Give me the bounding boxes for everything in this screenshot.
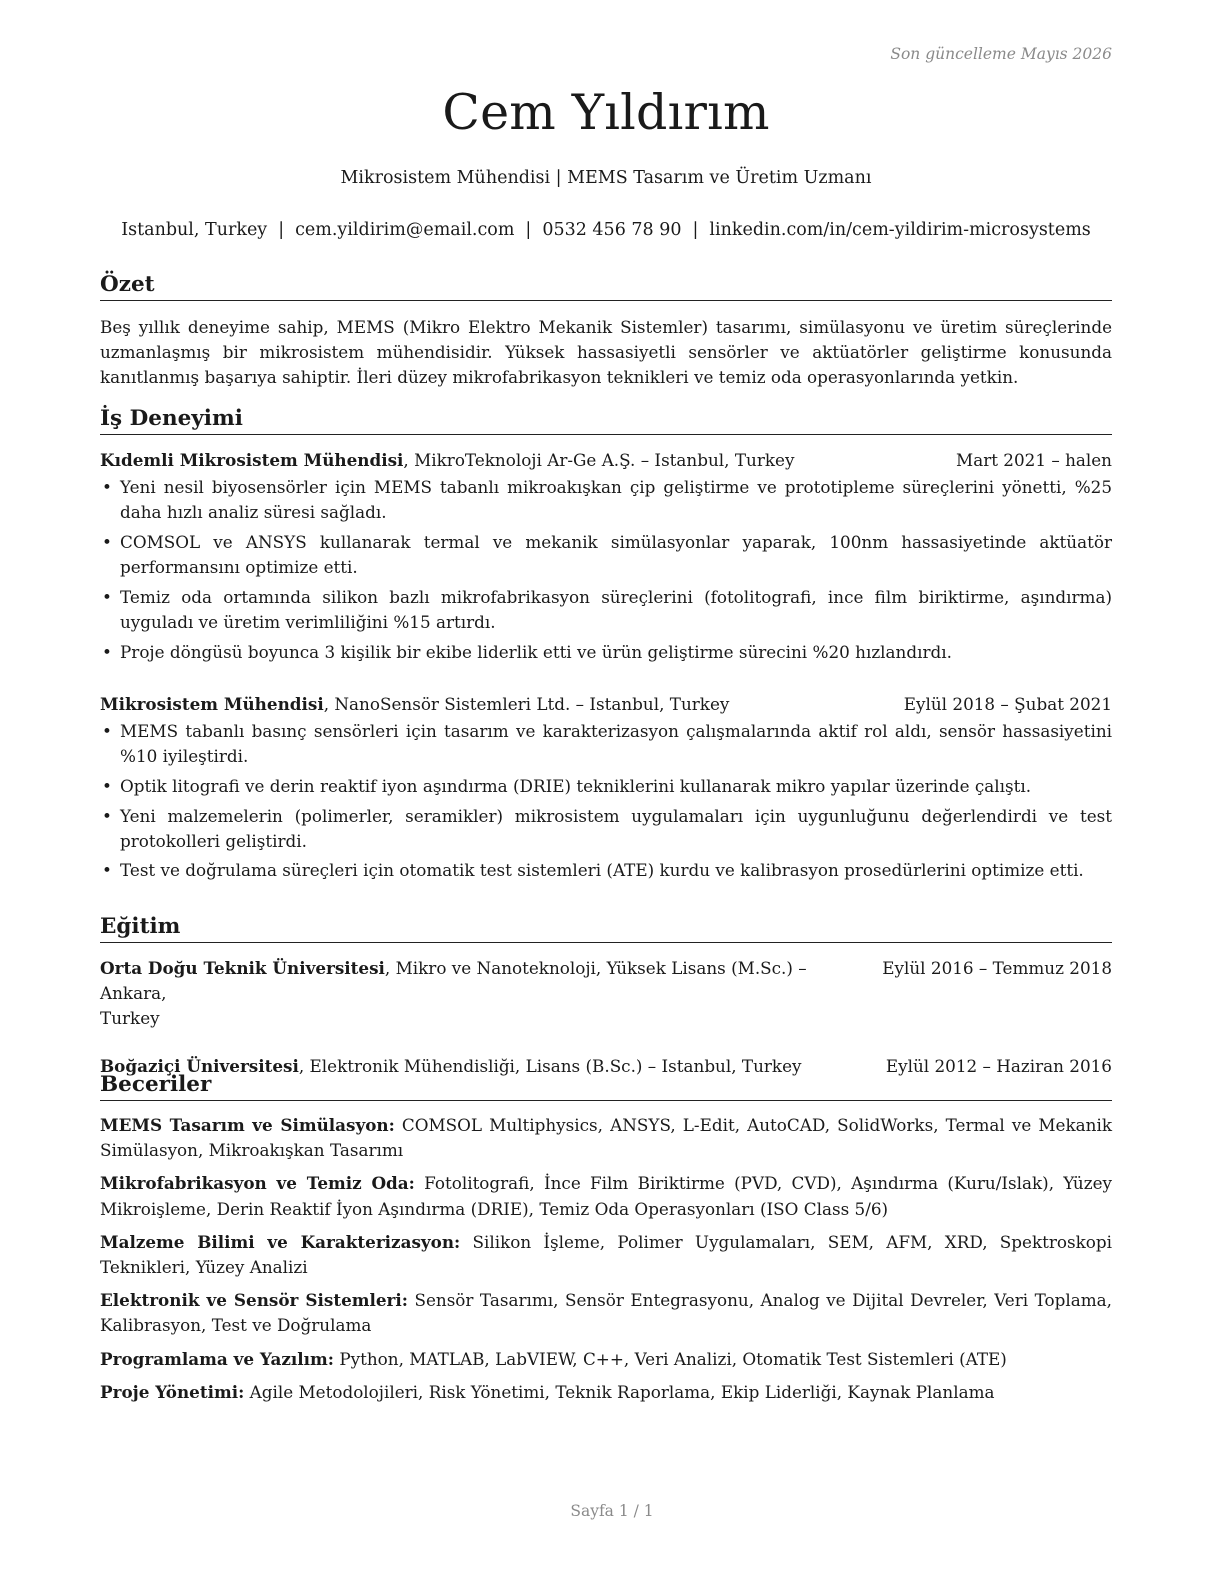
skill-value: Silikon İşleme, Polimer Uygulamaları, SEM, AFM, XRD, Spektroskopi Teknikleri, Yüzey Analizi — [100, 1231, 1112, 1278]
job-role: Mikrosistem Mühendisi — [100, 693, 324, 714]
skill-row — [100, 1347, 1112, 1372]
phone: 0532 456 78 90 — [542, 220, 682, 240]
education-date: Eylül 2016 – Temmuz 2018 — [882, 958, 1112, 978]
school-name: Boğaziçi Üniversitesi — [100, 1055, 299, 1076]
school-name: Orta Doğu Teknik Üniversitesi — [100, 958, 385, 978]
skill-row — [100, 1230, 1112, 1280]
education-section — [100, 912, 1112, 1079]
job-entry — [100, 447, 1112, 665]
location: Istanbul, Turkey — [121, 220, 268, 240]
skill-row — [100, 1113, 1112, 1163]
linkedin-link[interactable]: linkedin.com/in/cem-yildirim-microsystems — [709, 220, 1091, 240]
separator: | — [525, 220, 532, 240]
bullet-item: • Proje döngüsü boyunca 3 kişilik bir ekibe liderlik etti ve ürün geliştirme sürecini %20 hızlandırdı. — [100, 640, 1112, 665]
skill-value: COMSOL Multiphysics, ANSYS, L-Edit, AutoCAD, SolidWorks, Termal ve Mekanik Simülasyon, Mikroakışkan Tasarımı — [100, 1115, 1112, 1161]
section-title-education: Eğitim — [100, 912, 1112, 943]
job-date: Mart 2021 – halen — [956, 450, 1112, 470]
separator: | — [692, 220, 699, 240]
bullet-item: • Optik litografi ve derin reaktif iyon aşındırma (DRIE) tekniklerini kullanarak mikro yapılar üzerinde çalıştı. — [100, 774, 1112, 799]
job-role: Kıdemli Mikrosistem Mühendisi — [100, 450, 404, 470]
education-entry — [100, 956, 1112, 1032]
section-title-summary: Özet — [100, 270, 1112, 301]
section-title-experience: İş Deneyimi — [100, 404, 1112, 435]
job-header — [100, 447, 1112, 473]
job-bullets — [100, 475, 1112, 665]
contact-line — [100, 220, 1112, 240]
job-entry — [100, 691, 1112, 884]
skill-label: MEMS Tasarım ve Simülasyon: — [100, 1115, 395, 1135]
section-title-skills: Beceriler — [100, 1070, 1112, 1101]
headline: Mikrosistem Mühendisi | MEMS Tasarım ve Üretim Uzmanı — [340, 168, 872, 188]
bullet-item: • Test ve doğrulama süreçleri için otomatik test sistemleri (ATE) kurdu ve kalibrasyon prosedürlerini optimize etti. — [100, 858, 1112, 883]
skill-value: Python, MATLAB, LabVIEW, C++, Veri Analizi, Otomatik Test Sistemleri (ATE) — [334, 1348, 1007, 1369]
job-date: Eylül 2018 – Şubat 2021 — [903, 693, 1112, 714]
skill-label: Programlama ve Yazılım: — [100, 1348, 335, 1369]
job-org: , MikroTeknoloji Ar-Ge A.Ş. – Istanbul, Turkey — [403, 450, 795, 470]
bullet-item: • COMSOL ve ANSYS kullanarak termal ve mekanik simülasyonlar yaparak, 100nm hassasiyetinde aktüatör performansını optimize etti. — [100, 530, 1112, 580]
skills-section — [100, 1070, 1112, 1405]
skill-value: Agile Metodolojileri, Risk Yönetimi, Teknik Raporlama, Ekip Liderliği, Kaynak Planlama — [244, 1381, 995, 1402]
skill-label: Proje Yönetimi: — [100, 1381, 245, 1402]
email-link[interactable]: cem.yildirim@email.com — [295, 220, 515, 240]
bullet-item: • Yeni nesil biyosensörler için MEMS tabanlı mikroakışkan çip geliştirme ve prototipleme süreçlerini yönetti, %25 daha hızlı analiz süresi sağladı. — [100, 475, 1112, 525]
skill-value: Sensör Tasarımı, Sensör Entegrasyonu, Analog ve Dijital Devreler, Veri Toplama, Kalibrasyon, Test ve Doğrulama — [100, 1290, 1112, 1336]
bullet-item: • MEMS tabanlı basınç sensörleri için tasarım ve karakterizasyon çalışmalarında aktif rol aldı, sensör hassasiyetini %10 iyileştirdi. — [100, 719, 1112, 769]
summary-text: Beş yıllık deneyime sahip, MEMS (Mikro Elektro Mekanik Sistemler) tasarımı, simülasyonu ve üretim süreçlerinde uzmanlaşmış bir mikrosistem mühendisidir. Yüksek hassasiyetli sensörler ve aktüatörler geliştirme konusunda kanıtlanmış başarıya sahiptir. İleri düzey mikrofabrikasyon teknikleri ve temiz oda operasyonlarında yetkin. — [100, 317, 1112, 388]
bullet-item: • Temiz oda ortamında silikon bazlı mikrofabrikasyon süreçlerini (fotolitografi, ince film biriktirme, aşındırma) uyguladı ve üretim verimliliğini %15 artırdı. — [100, 585, 1112, 635]
experience-section — [100, 404, 1112, 888]
skill-row — [100, 1288, 1112, 1338]
job-org: , NanoSensör Sistemleri Ltd. – Istanbul, Turkey — [323, 693, 730, 714]
page-number: Sayfa 1 / 1 — [570, 1502, 654, 1520]
skill-value: Fotolitografi, İnce Film Biriktirme (PVD, CVD), Aşındırma (Kuru/Islak), Yüzey Mikroişleme, Derin Reaktif İyon Aşındırma (DRIE), Temiz Oda Operasyonları (ISO Class 5/6) — [100, 1173, 1112, 1219]
skill-row — [100, 1380, 1112, 1405]
skill-label: Elektronik ve Sensör Sistemleri: — [100, 1290, 408, 1311]
summary-section — [100, 270, 1112, 391]
skill-label: Malzeme Bilimi ve Karakterizasyon: — [100, 1231, 461, 1252]
separator: | — [278, 220, 285, 240]
degree-detail: , Elektronik Mühendisliği, Lisans (B.Sc.) – Istanbul, Turkey — [298, 1055, 802, 1076]
bullet-item: • Yeni malzemelerin (polimerler, seramikler) mikrosistem uygulamaları için uygunluğunu değerlendirdi ve test protokolleri geliştirdi. — [100, 804, 1112, 854]
degree-detail: , Mikro ve Nanoteknoloji, Yüksek Lisans (M.Sc.) – Ankara, — [100, 958, 807, 1004]
job-header — [100, 691, 1112, 717]
person-name: Cem Yıldırım — [442, 84, 770, 141]
last-updated: Son güncelleme Mayıs 2026 — [890, 45, 1112, 63]
job-bullets — [100, 719, 1112, 884]
education-date: Eylül 2012 – Haziran 2016 — [885, 1055, 1112, 1076]
skill-label: Mikrofabrikasyon ve Temiz Oda: — [100, 1173, 415, 1194]
skill-row — [100, 1171, 1112, 1221]
degree-location: Turkey — [100, 1008, 160, 1029]
